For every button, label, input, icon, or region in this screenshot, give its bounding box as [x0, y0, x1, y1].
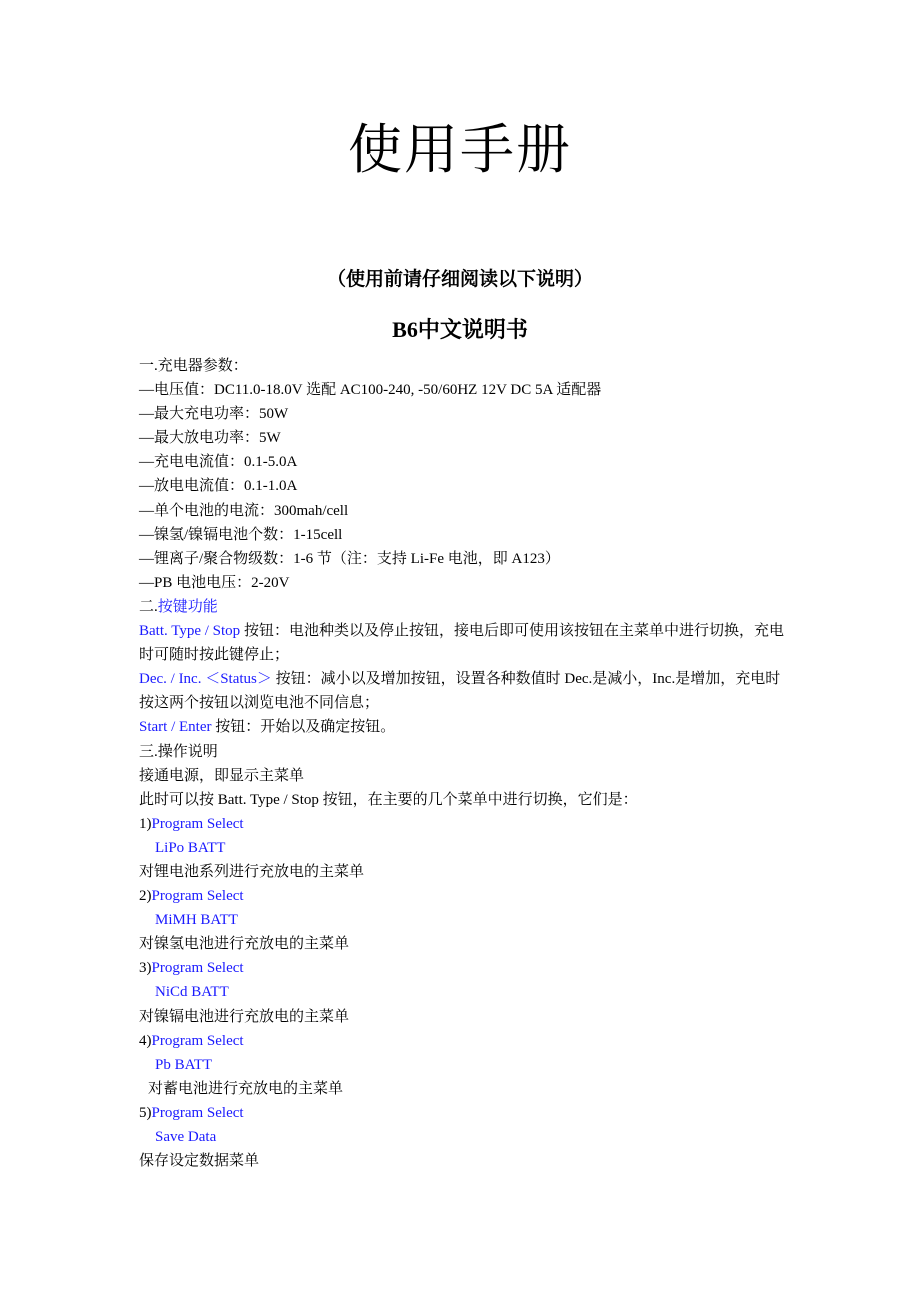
param-item: —单个电池的电流：300mah/cell	[139, 502, 349, 519]
menu-item-label: Program Select	[151, 888, 244, 905]
key-desc: 按钮：开始以及确定按钮。	[211, 719, 396, 736]
key-name: Start / Enter	[139, 719, 212, 736]
menu-item-desc: 对锂电池系列进行充放电的主菜单	[139, 863, 365, 880]
keys-header-label: 按键功能	[157, 598, 218, 615]
menu-item-desc: 对镍氢电池进行充放电的主菜单	[139, 936, 350, 953]
key-name: Batt. Type / Stop	[139, 623, 241, 640]
key-description	[139, 715, 789, 739]
menu-item-label: Program Select	[151, 1032, 244, 1049]
section-header-ops: 三.操作说明	[139, 743, 218, 760]
menu-item-desc: 对镍镉电池进行充放电的主菜单	[139, 1008, 350, 1025]
menu-item-number: 3)Program Select	[139, 960, 244, 977]
key-desc: 按钮：减小以及增加按钮，设置各种数值时 Dec.是减小，Inc.是增加，充电时按这两个按钮以浏览电池不同信息；	[139, 671, 781, 712]
menu-item-label: Program Select	[151, 1104, 244, 1121]
key-name: Dec. / Inc. ＜Status＞	[139, 671, 272, 688]
menu-item-sub: NiCd BATT	[155, 984, 229, 1001]
menu-item-number: 1)Program Select	[139, 815, 244, 832]
document-title: 使用手册	[348, 120, 572, 180]
menu-item-desc: 保存设定数据菜单	[139, 1153, 260, 1170]
menu-item-label: Program Select	[151, 815, 244, 832]
param-item: —充电电流值：0.1-5.0A	[139, 454, 298, 471]
document-subtitle: （使用前请仔细阅读以下说明）	[326, 269, 593, 290]
ops-text: 接通电源，即显示主菜单	[139, 767, 305, 784]
param-item: —最大放电功率：5W	[139, 430, 281, 447]
param-item: —放电电流值：0.1-1.0A	[139, 478, 298, 495]
menu-item-label: Program Select	[151, 960, 244, 977]
ops-text: 此时可以按 Batt. Type / Stop 按钮，在主要的几个菜单中进行切换，它们是：	[139, 791, 638, 808]
keys-header-prefix: 二.	[139, 598, 158, 615]
document-heading: B6中文说明书	[392, 317, 528, 342]
menu-item-number: 5)Program Select	[139, 1104, 244, 1121]
key-description	[139, 619, 789, 667]
key-description	[139, 667, 789, 715]
menu-item-sub: LiPo BATT	[155, 839, 226, 856]
key-desc: 按钮：电池种类以及停止按钮，接电后即可使用该按钮在主菜单中进行切换，充电时可随时按此键停止；	[139, 623, 784, 664]
section-header-keys	[139, 595, 789, 619]
section-header-params: 一.充电器参数：	[139, 358, 248, 374]
menu-item-number: 2)Program Select	[139, 888, 244, 905]
document-body	[139, 354, 789, 1173]
param-item: —最大充电功率：50W	[139, 406, 289, 423]
param-item: —PB 电池电压：2-20V	[139, 574, 290, 591]
param-item: —镍氢/镍镉电池个数：1-15cell	[139, 526, 343, 543]
menu-item-desc: 对蓄电池进行充放电的主菜单	[148, 1080, 344, 1097]
menu-item-sub: Pb BATT	[155, 1056, 213, 1073]
param-item: —锂离子/聚合物级数：1-6 节（注：支持 Li-Fe 电池，即 A123）	[139, 550, 560, 567]
menu-item-sub: MiMH BATT	[155, 912, 238, 929]
menu-item-sub: Save Data	[155, 1129, 217, 1145]
param-item: —电压值：DC11.0-18.0V 选配 AC100-240, -50/60HZ 12V DC 5A 适配器	[139, 382, 602, 399]
menu-item-number: 4)Program Select	[139, 1032, 244, 1049]
